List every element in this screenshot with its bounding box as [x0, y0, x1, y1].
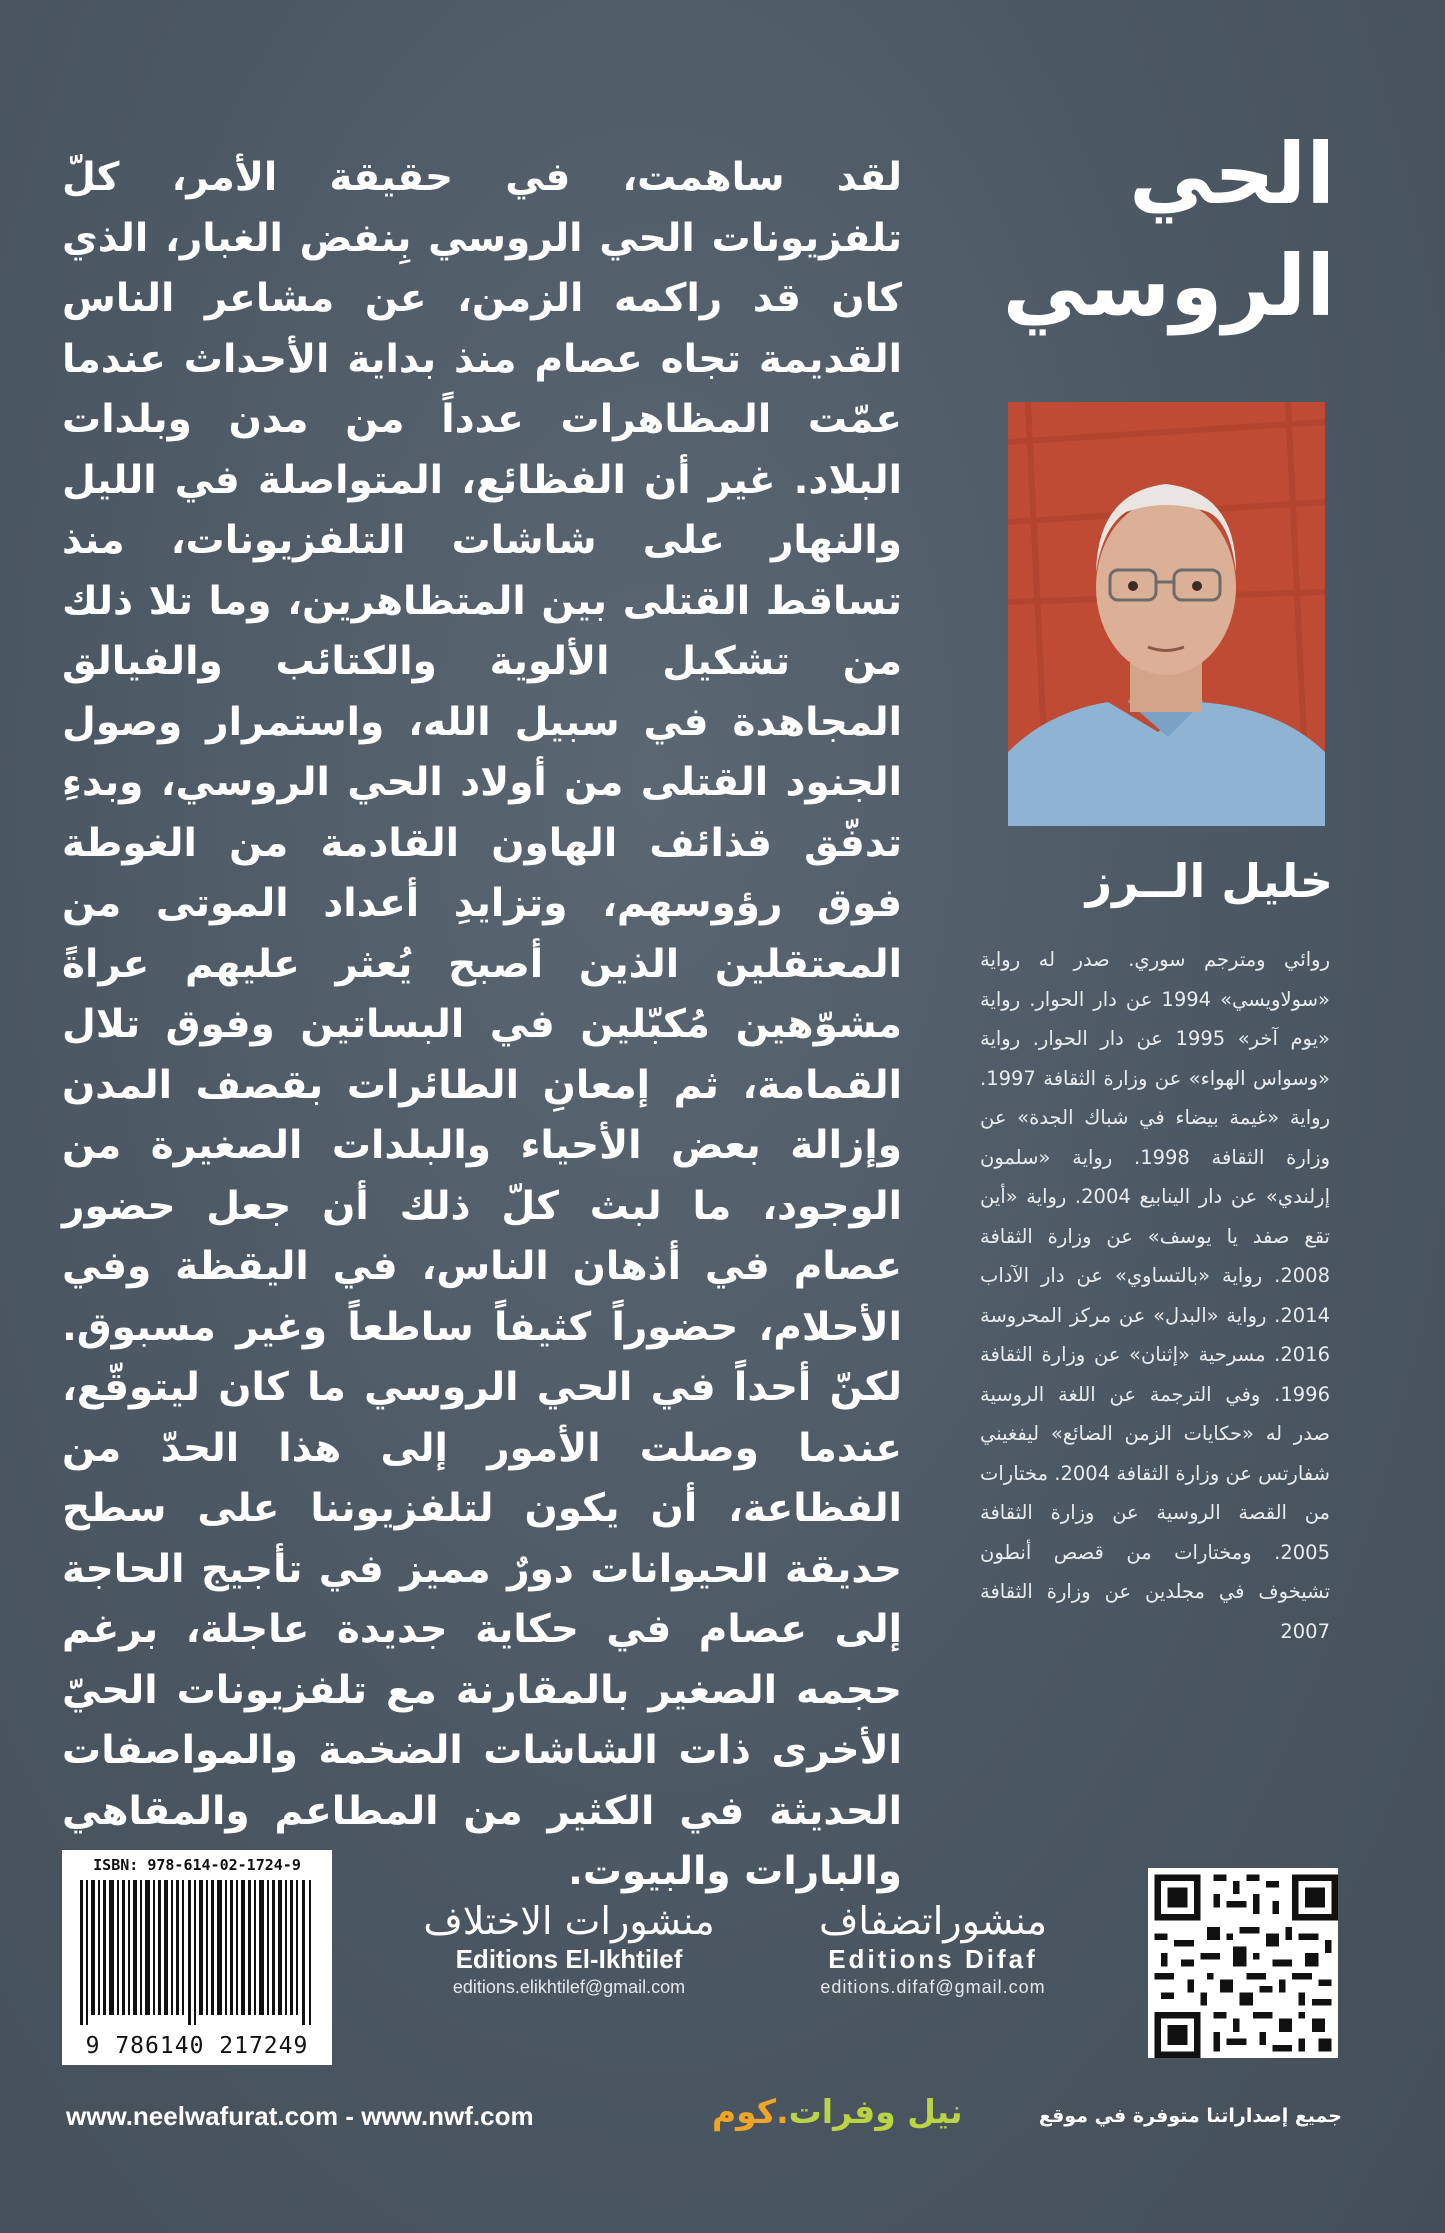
footer-brand-suffix: .كوم [712, 2092, 789, 2131]
publisher-ikhtilef-arabic: منشورات الاختلاف [423, 1899, 715, 1943]
barcode-icon [80, 1880, 314, 2025]
publisher-ikhtilef-latin: Editions El-Ikhtilef [455, 1944, 683, 1974]
publisher-ikhtilef [404, 1898, 734, 2000]
author-name: خليل الــرز [1085, 854, 1333, 908]
book-title-line-1: الحي [1129, 125, 1335, 223]
footer-brand-name: نيل وفرات [788, 2092, 963, 2131]
qr-code-graphic [1148, 1868, 1338, 2058]
isbn-label: ISBN: 978-614-02-1724-9 [93, 1856, 301, 1874]
publisher-ikhtilef-email: editions.elikhtilef@gmail.com [452, 1977, 686, 1997]
publisher-difaf [768, 1898, 1098, 2000]
back-cover-blurb: لقد ساهمت، في حقيقة الأمر، كلّ تلفزيونات الحي الروسي بِنفض الغبار، الذي كان قد راكمه الزمن، عن مشاعر الناس القديمة تجاه عصام منذ بداية الأحداث عندما عمّت المظاهرات عدداً من مدن وبلدات البلاد. غير أن الفظائع، المتواصلة في الليل والنهار على شاشات التلفزيونات، منذ تساقط القتلى بين المتظاهرين، وما تلا ذلك من تشكيل الألوية والكتائب والفيالق المجاهدة في سبيل الله، واستمرار وصول الجنود القتلى من أولاد الحي الروسي، وبدءِ تدفّق قذائف الهاون القادمة من الغوطة فوق رؤوسهم، وتزايدِ أعداد الموتى من المعتقلين الذين أصبح يُعثر عليهم عراةً مشوّهين مُكبّلين في البساتين وفوق تلال القمامة، ثم إمعانِ الطائرات بقصف المدن وإزالة بعض الأحياء والبلدات الصغيرة من الوجود، ما لبث كلّ ذلك أن جعل حضور عصام في أذهان الناس، في اليقظة وفي الأحلام، حضوراً كثيفاً ساطعاً وغير مسبوق. لكنّ أحداً في الحي الروسي ما كان ليتوقّع، عندما وصلت الأمور إلى هذا الحدّ من الفظاعة، أن يكون لتلفزيوننا على سطح حديقة الحيوانات دورٌ مميز في تأجيج الحاجة إلى عصام في حكاية جديدة عاجلة، برغم حجمه الصغير بالمقارنة مع تلفزيونات الحيّ الأخرى ذات الشاشات الضخمة والمواصفات الحديثة في الكثير من المطاعم والمقاهي والبارات والبيوت. [62, 155, 902, 1894]
book-title [935, 118, 1335, 342]
footer-brand-logo [712, 2090, 963, 2134]
isbn-digits: 9 786140 217249 [85, 2033, 309, 2059]
qr-code-icon [1148, 1868, 1338, 2058]
author-portrait [1008, 402, 1325, 826]
publisher-difaf-arabic: منشوراتضفاف [819, 1899, 1047, 1943]
footer-availability-note: جميع إصداراتنا متوفرة في موقع [1038, 2105, 1342, 2127]
author-portrait-illustration [1008, 402, 1325, 826]
book-title-line-2: الروسي [1002, 237, 1335, 335]
publisher-difaf-latin: Editions Difaf [828, 1944, 1038, 1974]
publisher-difaf-email: editions.difaf@gmail.com [820, 1977, 1046, 1997]
isbn-barcode [62, 1850, 332, 2065]
footer-website-links[interactable]: www.neelwafurat.com - www.nwf.com [66, 2101, 534, 2131]
author-bio: روائي ومترجم سوري. صدر له رواية «سولاويسي» 1994 عن دار الحوار. رواية «يوم آخر» 1995 عن دار الحوار. رواية «وسواس الهواء» عن وزارة الثقافة 1997. رواية «غيمة بيضاء في شباك الجدة» عن وزارة الثقافة 1998. رواية «سلمون إرلندي» عن دار الينابيع 2004. رواية «أين تقع صفد يا يوسف» عن وزارة الثقافة 2008. رواية «بالتساوي» عن دار الآداب 2014. رواية «البدل» عن مركز المحروسة 2016. مسرحية «إثنان» عن وزارة الثقافة 1996. وفي الترجمة عن اللغة الروسية صدر له «حكايات الزمن الضائع» ليفغيني شفارتس عن وزارة الثقافة 2004. مختارات من القصة الروسية عن وزارة الثقافة 2005. ومختارات من قصص أنطون تشيخوف في مجلدين عن وزارة الثقافة 2007 [980, 948, 1330, 1643]
